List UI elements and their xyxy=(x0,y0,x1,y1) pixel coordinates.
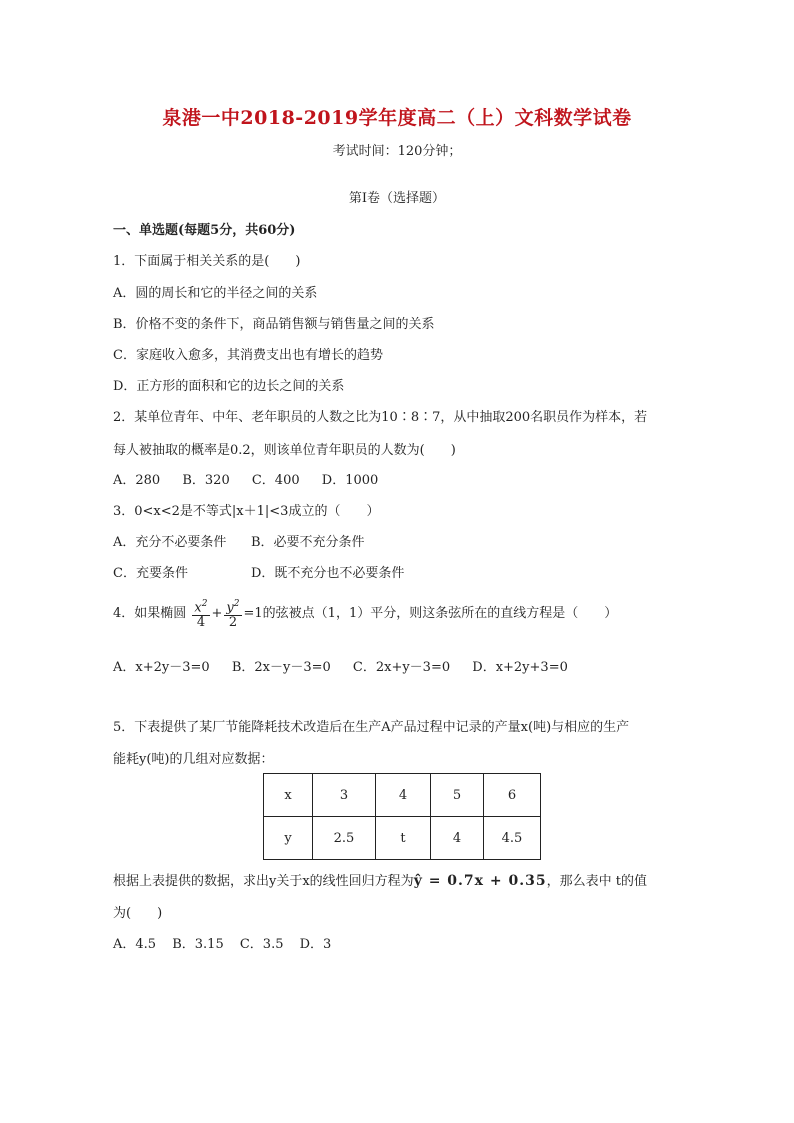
q4-plus: + xyxy=(211,606,223,622)
q2-stem-line2: 每人被抽取的概率是0.2，则该单位青年职员的人数为( ) xyxy=(113,443,456,458)
q3-option-c: C．充要条件 xyxy=(113,566,188,581)
exam-time: 考试时间：120分钟； xyxy=(332,144,462,159)
q1-option-d: D．正方形的面积和它的边长之间的关系 xyxy=(113,379,345,394)
exam-title: 泉港一中2018-2019学年度高二（上）文科数学试卷 xyxy=(162,107,632,129)
q4-fraction-x-denominator: 4 xyxy=(196,615,206,631)
q2-options xyxy=(113,469,396,488)
q1-option-c: C．家庭收入愈多，其消费支出也有增长的趋势 xyxy=(113,348,383,363)
table-cell: 5 xyxy=(431,774,484,817)
q4-fraction-y-denominator: 2 xyxy=(228,615,238,631)
q4-option-c: C．2x+y－3=0 xyxy=(352,660,451,675)
q5-stem-line1: 5．下表提供了某厂节能降耗技术改造后在生产A产品过程中记录的产量x(吨)与相应的生产 xyxy=(113,720,630,735)
q5-after-prefix: 根据上表提供的数据，求出y关于x的线性回归方程为 xyxy=(113,874,414,889)
q5-stem-line2: 能耗y(吨)的几组对应数据： xyxy=(113,752,274,767)
q5-regression-formula: ŷ = 0.7x + 0.35 xyxy=(413,873,547,889)
q1-option-a: A．圆的周长和它的半径之间的关系 xyxy=(113,286,318,301)
q4-prefix: 4．如果椭圆 xyxy=(113,606,187,622)
q4-fraction-y xyxy=(224,597,241,630)
q5-stem-line3 xyxy=(113,870,647,889)
q5-data-table xyxy=(263,773,541,860)
part-heading: 第I卷（选择题） xyxy=(348,191,446,206)
q5-option-a: A．4.5 xyxy=(113,937,157,952)
q4-fraction-y-numerator: y xyxy=(226,600,234,616)
q5-option-b: B．3.15 xyxy=(172,937,224,952)
q5-option-d: D．3 xyxy=(299,937,332,952)
table-cell: 4 xyxy=(376,774,431,817)
q4-exponent-y: 2 xyxy=(233,599,240,609)
q2-option-c: C．400 xyxy=(251,473,300,488)
table-cell: y xyxy=(264,817,313,860)
q3-option-d: D．既不充分也不必要条件 xyxy=(251,566,405,581)
table-cell: 4.5 xyxy=(484,817,541,860)
table-row xyxy=(264,817,541,860)
table-cell: 6 xyxy=(484,774,541,817)
q2-stem-line1: 2．某单位青年、中年、老年职员的人数之比为10∶8∶7，从中抽取200名职员作为样本，若 xyxy=(113,410,648,425)
q4-option-b: B．2x－y－3=0 xyxy=(231,660,331,675)
table-cell: 2.5 xyxy=(313,817,376,860)
q4-suffix: 的弦被点（1，1）平分，则这条弦所在的直线方程是（ ） xyxy=(262,606,618,622)
q1-option-b: B．价格不变的条件下，商品销售额与销售量之间的关系 xyxy=(113,317,435,332)
q5-after-suffix: ，那么表中 t的值 xyxy=(546,874,647,889)
q4-option-a: A．x+2y－3=0 xyxy=(113,660,210,675)
q4-exponent-x: 2 xyxy=(201,599,208,609)
q3-stem: 3．0<x<2是不等式|x＋1|<3成立的（ ） xyxy=(113,504,380,519)
table-row xyxy=(264,774,541,817)
q1-stem: 1．下面属于相关关系的是( ) xyxy=(113,254,301,269)
q2-option-d: D．1000 xyxy=(321,473,379,488)
q2-option-b: B．320 xyxy=(182,473,230,488)
table-cell: 3 xyxy=(313,774,376,817)
q4-equals: =1 xyxy=(243,606,263,622)
q3-option-a: A．充分不必要条件 xyxy=(113,535,227,550)
q4-option-d: D．x+2y+3=0 xyxy=(472,660,568,675)
q4-fraction-x xyxy=(192,597,209,630)
table-cell: t xyxy=(376,817,431,860)
q4-fraction-x-numerator: x xyxy=(194,600,202,616)
q2-option-a: A．280 xyxy=(113,473,161,488)
q5-option-c: C．3.5 xyxy=(239,937,284,952)
q3-option-b: B．必要不充分条件 xyxy=(251,535,365,550)
q5-options xyxy=(113,933,349,952)
q4-stem xyxy=(113,597,617,630)
section-heading: 一、单选题(每题5分，共60分) xyxy=(113,223,296,238)
q4-options xyxy=(113,656,586,675)
table-cell: x xyxy=(264,774,313,817)
table-cell: 4 xyxy=(431,817,484,860)
q5-stem-line4: 为( ) xyxy=(113,906,163,921)
